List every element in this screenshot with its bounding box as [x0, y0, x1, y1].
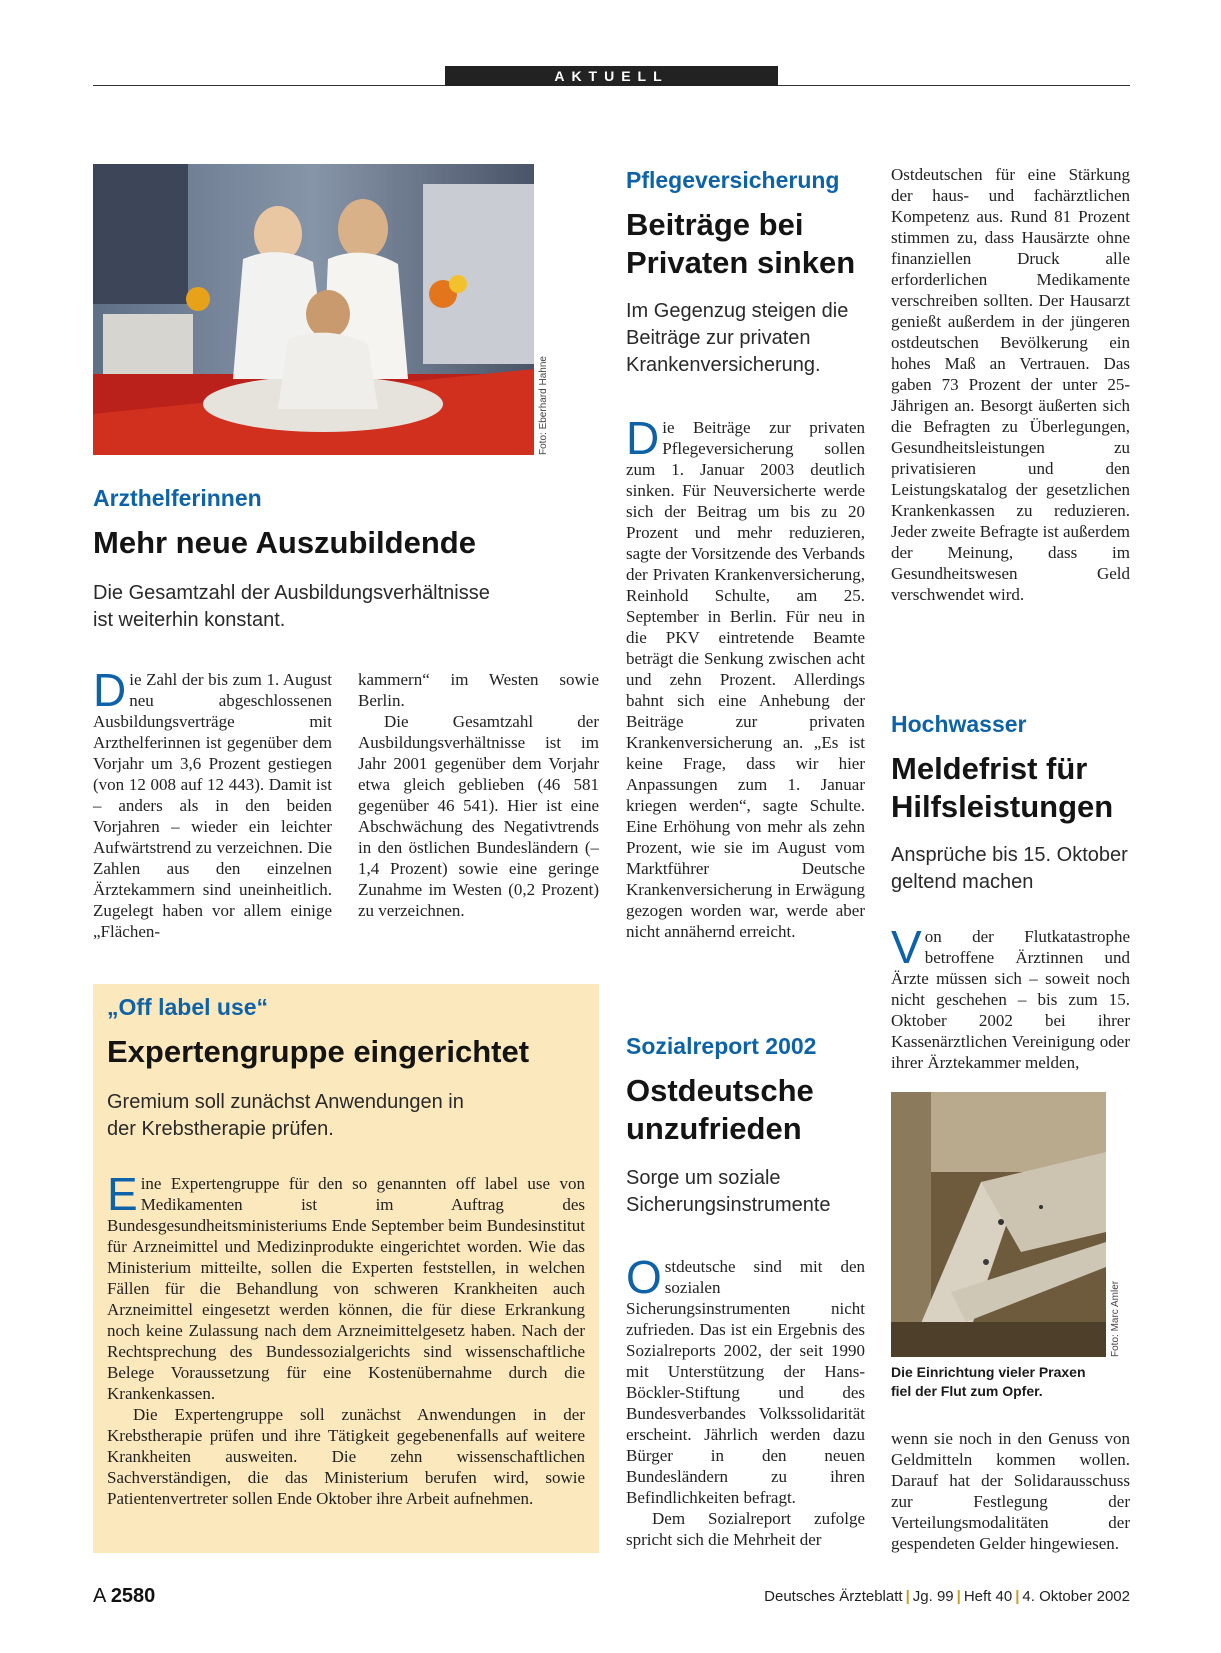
body-text: ine Expertengruppe für den so genannten off label use von Medikamenten ist im Auftrag des Bundesgesundheitsministeriums Ende September beim Bundesinstitut für Arzneimittel und Medizinprodukte eingerichtet worden. Wie das Ministerium mitteilte, sollen die Experten feststellen, in welchen Fällen für die Behandlung von schweren Krankheiten auch Arzneimittel eingesetzt werden können, die für diese Erkrankung noch keine Zulassung nach dem Arzneimittelgesetz haben. Nach der Rechtsprechung des Bundessozialgerichts sind wissenschaftliche Belege Voraussetzung für eine Kostenübernahme durch die Krankenkassen.	[107, 1174, 585, 1403]
journal-info	[764, 1588, 1130, 1605]
article-headline: Ostdeutsche unzufrieden	[626, 1073, 814, 1146]
article-deck: Gremium soll zunächst Anwendungen in der Krebstherapie prüfen.	[107, 1091, 464, 1140]
article-kicker: „Off label use“	[107, 994, 269, 1020]
drop-cap: D	[93, 664, 127, 716]
body-text: on der Flutkatastrophe betroffene Ärztinnen und Ärzte müssen sich – soweit noch nicht geschehen – bis zum 15. Oktober 2002 bei ihrer Kassenärztlichen Vereinigung oder ihrer Ärztekammer melden,	[891, 927, 1130, 1072]
separator: |	[1015, 1588, 1020, 1605]
page-number	[93, 1585, 155, 1608]
journal-issue: Heft 40	[963, 1588, 1013, 1605]
body-text: Die Expertengruppe soll zunächst Anwendungen in der Krebstherapie prüfen und ihre Tätigkeit gegebenenfalls auf weitere Krankheiten ausweiten. Die zehn wissenschaftlichen Sachverständigen, die das Ministerium berufen wird, sowie Patientenvertreter sollen Ende Oktober ihre Arbeit aufnehmen.	[107, 1405, 585, 1508]
photo-credit: Foto: Marc Amler	[1110, 1280, 1121, 1357]
article-deck: Die Gesamtzahl der Ausbildungsverhältnisse ist weiterhin konstant.	[93, 582, 490, 631]
article-body	[891, 1428, 1130, 1554]
body-text: kammern“ im Westen sowie Berlin.	[358, 670, 599, 710]
article-headline: Mehr neue Auszubildende	[93, 525, 476, 560]
article-body	[626, 412, 865, 942]
journal-name: Deutsches Ärzteblatt	[764, 1588, 903, 1605]
page-prefix: A	[93, 1585, 106, 1607]
article-deck: Sorge um soziale Sicherungsinstrumente	[626, 1167, 831, 1216]
article-headline: Beiträge bei Privaten sinken	[626, 207, 856, 280]
drop-cap: V	[891, 921, 922, 973]
article-headline: Meldefrist für Hilfsleistungen	[891, 751, 1114, 824]
article-kicker: Hochwasser	[891, 711, 1027, 737]
section-label: AKTUELL	[445, 66, 778, 86]
article-headline: Expertengruppe eingerichtet	[107, 1034, 530, 1069]
photo-caption: Die Einrichtung vieler Praxen fiel der Flut zum Opfer.	[891, 1364, 1086, 1399]
body-text: Ostdeutschen für eine Stärkung der haus- und fachärztlichen Kompetenz aus. Rund 81 Prozent stimmen zu, dass Hausärzte ohne finanziellen Druck alle erforderlichen Medikamente verschreiben sollten. Der Hausarzt genießt außerdem in der jüngeren ostdeutschen Bevölkerung ein hohes Maß an Vertrauen. Das gaben 73 Prozent der unter 25-Jährigen an. Besorgt äußerten sich die Befragten zu Überlegungen, Gesundheitsleistungen zu privatisieren und den Leistungskatalog der gesetzlichen Krankenkassen zu reduzieren. Jeder zweite Befragte ist außerdem der Meinung, dass im Gesundheitswesen Geld verschwendet wird.	[891, 165, 1130, 604]
body-text: ie Beiträge zur privaten Pflegeversicherung sollen zum 1. Januar 2003 deutlich sinken. Für Neuversicherte werde sich der Beitrag um bis zu 20 Prozent und mehr reduzieren, sagte der Vorsitzende des Verbands der Privaten Krankenversicherung, Reinhold Schulte, am 25. September in Berlin. Für neu in die PKV eintretende Beamte beträgt die Senkung zwischen acht und zehn Prozent. Allerdings bahnt sich eine Anhebung der Beiträge zur privaten Krankenversicherung an. „Es ist keine Frage, dass wir hier Anpassungen zum 1. Januar kriegen werden“, sagte Schulte. Eine Erhöhung von mehr als zehn Prozent, wie sie im August vom Marktführer Deutsche Krankenversicherung in Erwägung gezogen worden war, werde aber nicht annähernd erreicht.	[626, 418, 865, 941]
article-body-column-2	[358, 669, 599, 921]
separator: |	[905, 1588, 910, 1605]
article-kicker: Arzthelferinnen	[93, 485, 262, 511]
body-text: wenn sie noch in den Genuss von Geldmitteln kommen wollen. Darauf hat der Solidarausschuss zur Festlegung der Verteilungsmodalitäten der gespendeten Gelder hingewiesen.	[891, 1429, 1130, 1553]
separator: |	[956, 1588, 961, 1605]
drop-cap: E	[107, 1168, 138, 1220]
article-body-continuation	[891, 164, 1130, 605]
body-text: Die Gesamtzahl der Ausbildungsverhältnisse ist im Jahr 2001 gegenüber dem Vorjahr etwa gleich geblieben (46 581 gegenüber 46 541). Hier ist eine Abschwächung des Negativtrends in den östlichen Bundesländern (–1,4 Prozent) sowie eine geringe Zunahme im Westen (0,2 Prozent) zu verzeichnen.	[358, 712, 599, 920]
body-text: ie Zahl der bis zum 1. August neu abgeschlossenen Ausbildungsverträge mit Arzthelferinnen ist gegenüber dem Vorjahr um 3,6 Prozent gestiegen (von 12 008 auf 12 443). Damit ist – anders als in den beiden Vorjahren – wieder ein leichter Aufwärtstrend zu verzeichnen. Die Zahlen aus den einzelnen Ärztekammern sind uneinheitlich. Zugelegt haben vor allem einige „Flächen-	[93, 670, 332, 941]
article-deck: Im Gegenzug steigen die Beiträge zur privaten Krankenversicherung.	[626, 300, 849, 376]
body-text: Dem Sozialreport zufolge spricht sich die Mehrheit der	[626, 1509, 865, 1549]
article-body	[626, 1251, 865, 1550]
journal-volume: Jg. 99	[912, 1588, 954, 1605]
photo-credit: Foto: Eberhard Hahne	[538, 356, 549, 455]
article-kicker: Sozialreport 2002	[626, 1033, 817, 1059]
article-body-column-1	[93, 664, 332, 942]
photo-receptionists	[93, 164, 534, 455]
article-deck: Ansprüche bis 15. Oktober geltend machen	[891, 844, 1128, 893]
drop-cap: O	[626, 1251, 662, 1303]
drop-cap: D	[626, 412, 660, 464]
article-kicker: Pflegeversicherung	[626, 167, 840, 193]
publication-date: 4. Oktober 2002	[1022, 1588, 1130, 1605]
page-number-value: 2580	[110, 1585, 156, 1607]
body-text: stdeutsche sind mit den sozialen Sicherungsinstrumenten nicht zufrieden. Das ist ein Ergebnis des Sozialreports 2002, der seit 1990 mit Unterstützung der Hans-Böckler-Stiftung und des Bundesverbandes Volkssolidarität erscheint. Jährlich werden dazu Bürger in den neuen Bundesländern zu ihren Befindlichkeiten befragt.	[626, 1257, 865, 1507]
article-body	[891, 921, 1130, 1073]
article-body	[107, 1168, 585, 1509]
photo-flood-damage	[891, 1092, 1106, 1357]
